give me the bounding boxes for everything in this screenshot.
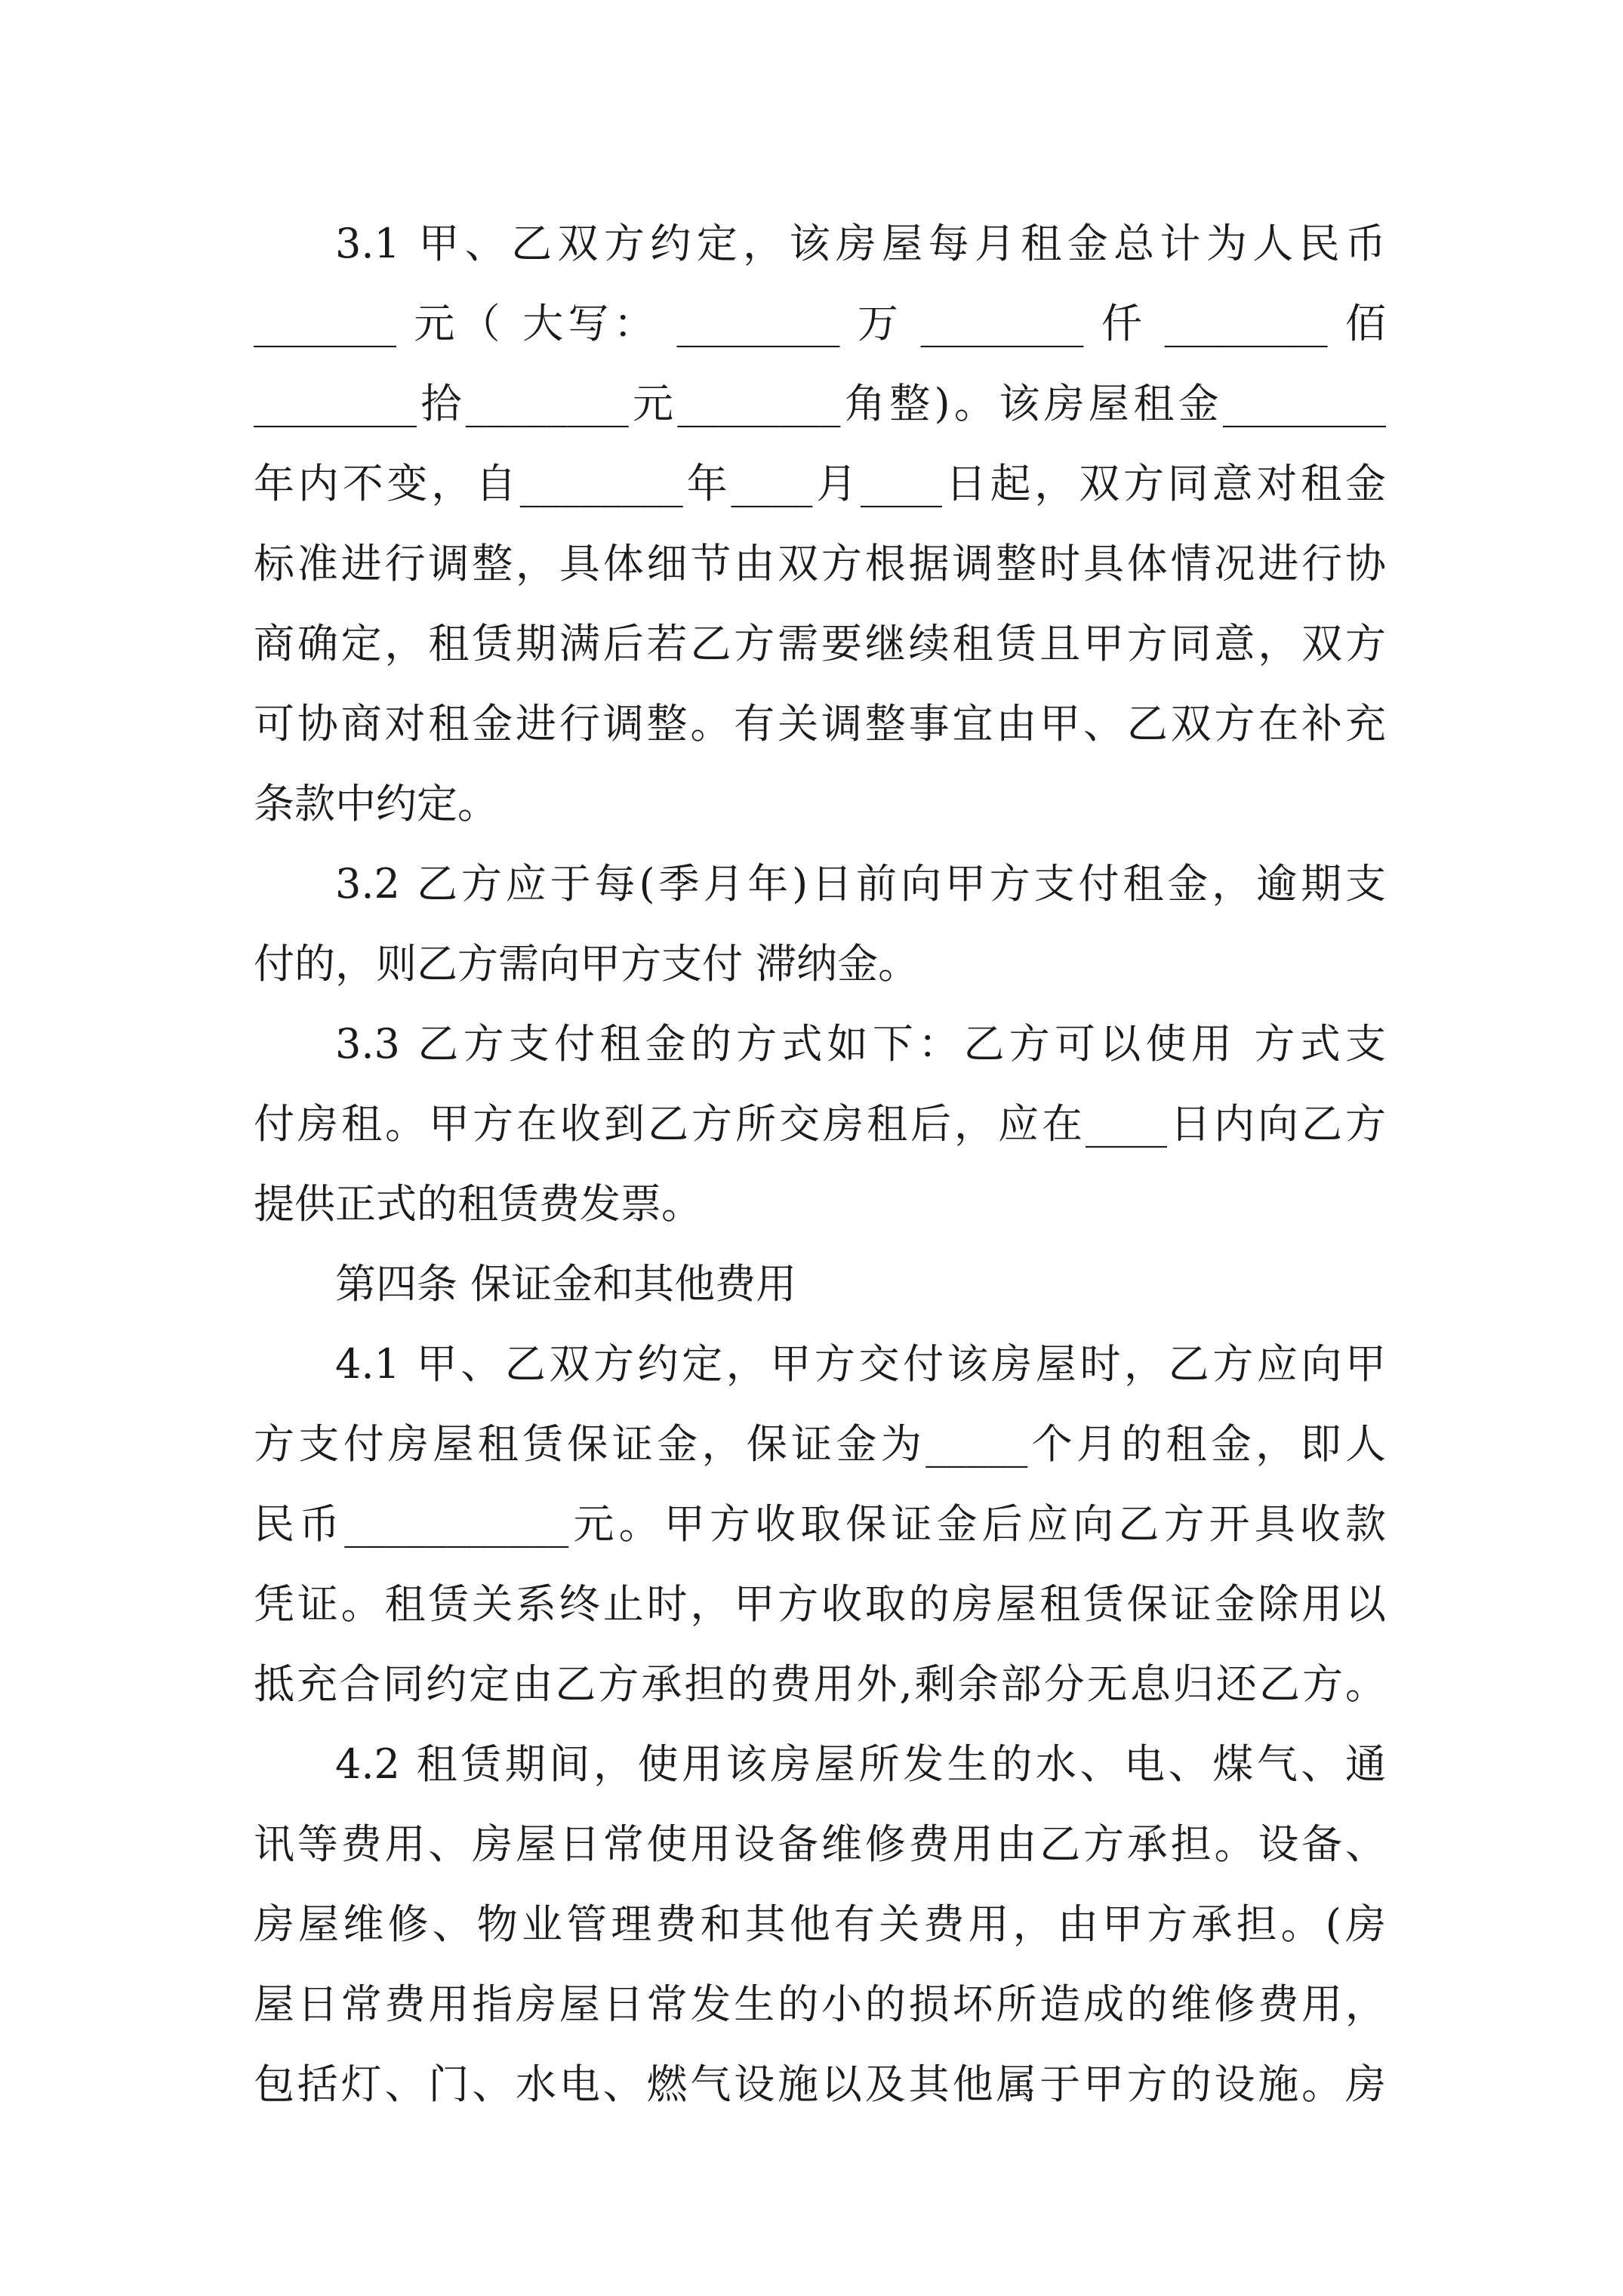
clause-3-1-line-7: 可协商对租金进行调整。有关调整事宜由甲、乙双方在补充	[254, 700, 1386, 747]
clause-3-1-line-2: _______ 元（ 大写： ________ 万 ________ 仟 ________ 佰	[254, 300, 1386, 347]
clause-3-3-line-1: 3.3 乙方支付租金的方式如下：乙方可以使用 方式支	[335, 1020, 1386, 1068]
clause-4-2-line-4: 屋日常费用指房屋日常发生的小的损坏所造成的维修费用，	[254, 1980, 1386, 2028]
clause-3-1-line-3: ________拾________元________角整)。该房屋租金________	[254, 380, 1386, 427]
clause-4-1-line-3: 民币___________元。甲方收取保证金后应向乙方开具收款	[254, 1500, 1386, 1548]
clause-3-1-line-6: 商确定，租赁期满后若乙方需要继续租赁且甲方同意，双方	[254, 620, 1386, 667]
clause-3-3-line-3: 提供正式的租赁费发票。	[254, 1180, 702, 1228]
clause-4-1-line-4: 凭证。租赁关系终止时，甲方收取的房屋租赁保证金除用以	[254, 1580, 1386, 1628]
document-page	[254, 204, 1386, 2125]
clause-4-1-line-2: 方支付房屋租赁保证金，保证金为_____个月的租金，即人	[254, 1420, 1386, 1468]
clause-3-3-line-2: 付房租。甲方在收到乙方所交房租后，应在____日内向乙方	[254, 1100, 1386, 1148]
clause-4-2-line-2: 讯等费用、房屋日常使用设备维修费用由乙方承担。设备、	[254, 1820, 1386, 1868]
clause-3-2-line-2: 付的，则乙方需向甲方支付 滞纳金。	[254, 940, 919, 988]
article-4-heading: 第四条 保证金和其他费用	[335, 1260, 797, 1308]
clause-4-1-line-5: 抵充合同约定由乙方承担的费用外,剩余部分无息归还乙方。	[254, 1660, 1386, 1708]
clause-3-1-line-4: 年内不变，自________年____月____日起，双方同意对租金	[254, 460, 1386, 507]
clause-3-1-line-1: 3.1 甲、乙双方约定，该房屋每月租金总计为人民币	[335, 220, 1386, 267]
clause-3-1-line-5: 标准进行调整，具体细节由双方根据调整时具体情况进行协	[254, 540, 1386, 587]
clause-4-2-line-3: 房屋维修、物业管理费和其他有关费用，由甲方承担。(房	[254, 1900, 1386, 1948]
clause-4-2-line-5: 包括灯、门、水电、燃气设施以及其他属于甲方的设施。房	[254, 2060, 1386, 2108]
clause-3-2-line-1: 3.2 乙方应于每(季月年)日前向甲方支付租金，逾期支	[335, 860, 1386, 908]
clause-4-1-line-1: 4.1 甲、乙双方约定，甲方交付该房屋时，乙方应向甲	[335, 1340, 1386, 1388]
clause-4-2-line-1: 4.2 租赁期间，使用该房屋所发生的水、电、煤气、通	[335, 1740, 1386, 1788]
clause-3-1-line-8: 条款中约定。	[254, 780, 498, 827]
